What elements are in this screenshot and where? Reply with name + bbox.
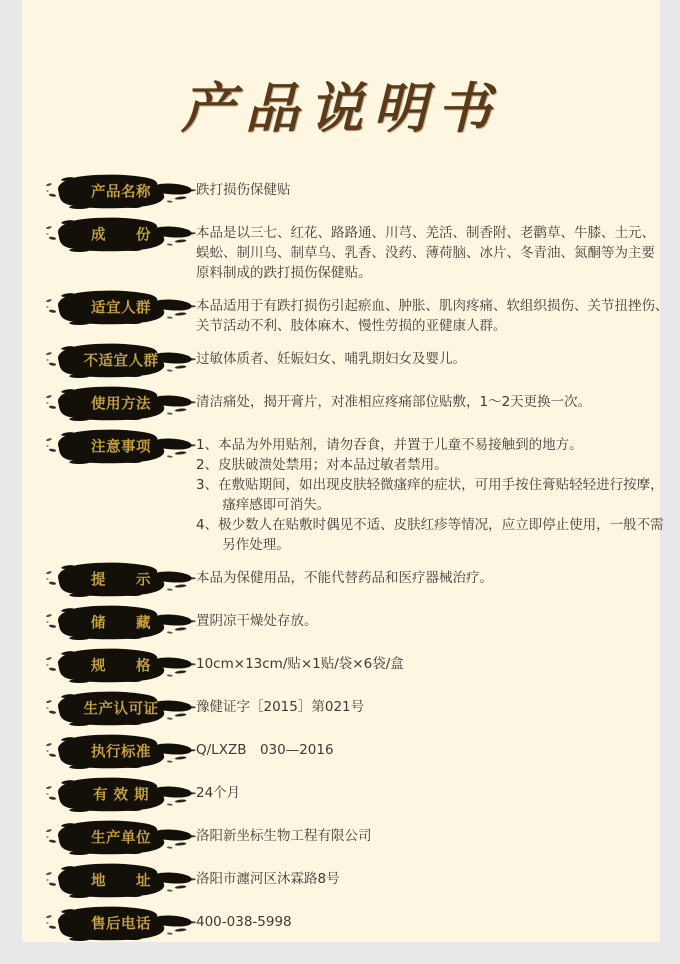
section-label: 适宜人群	[91, 300, 151, 317]
section-content	[196, 689, 364, 717]
sections-container	[60, 172, 669, 947]
section-content	[196, 904, 292, 932]
section-label: 生产认可证	[83, 701, 159, 718]
section-content	[196, 861, 340, 889]
content-line: 24个月	[196, 785, 241, 801]
section-label-brush	[60, 215, 180, 253]
section-content	[196, 646, 404, 674]
section-label-brush	[60, 818, 180, 856]
section-label: 执行标准	[91, 744, 151, 761]
section-content	[196, 560, 493, 588]
section-label-brush	[60, 904, 180, 942]
section-content	[196, 732, 334, 760]
section-label: 不适宜人群	[83, 353, 159, 370]
content-line: 3、在敷贴期间，如出现皮肤轻微瘙痒的症状，可用手按住膏贴轻轻进行按摩，	[196, 477, 664, 493]
section-row	[60, 861, 646, 899]
content-line: 本品为保健用品，不能代替药品和医疗器械治疗。	[196, 570, 493, 586]
section-label-brush	[60, 861, 180, 899]
content-line: 1、本品为外用贴剂，请勿吞食，并置于儿童不易接触到的地方。	[196, 437, 583, 453]
section-label: 地 址	[91, 873, 151, 890]
section-row	[60, 341, 646, 379]
section-row	[60, 818, 646, 856]
section-label: 产品名称	[91, 184, 151, 201]
section-content	[196, 341, 466, 369]
content-line: 本品是以三七、红花、路路通、川芎、羌活、制香附、老鹳草、牛膝、土元、	[196, 225, 655, 241]
content-line: 清洁痛处，揭开膏片，对准相应疼痛部位贴敷，1～2天更换一次。	[196, 394, 592, 410]
section-label-brush	[60, 732, 180, 770]
section-label-brush	[60, 646, 180, 684]
content-line: 洛阳市瀍河区沐霖路8号	[196, 871, 340, 887]
section-label-brush	[60, 689, 180, 727]
section-row	[60, 215, 655, 283]
section-row	[60, 732, 646, 770]
section-label: 有 效 期	[92, 787, 150, 804]
section-label: 提 示	[91, 572, 151, 589]
section-row	[60, 775, 646, 813]
content-line: 本品适用于有跌打损伤引起瘀血、肿胀、肌肉疼痛、软组织损伤、关节扭挫伤、	[196, 298, 669, 314]
product-manual-sheet	[22, 0, 669, 942]
section-label-brush	[60, 427, 180, 465]
content-line: 过敏体质者、妊娠妇女、哺乳期妇女及婴儿。	[196, 351, 466, 367]
section-label: 生产单位	[91, 830, 151, 847]
section-row	[60, 384, 646, 422]
section-label-brush	[60, 384, 180, 422]
content-line: 豫健证字［2015］第021号	[196, 699, 365, 715]
content-line: 置阴凉干燥处存放。	[196, 613, 318, 629]
section-label: 成 份	[91, 227, 151, 244]
section-content	[196, 427, 664, 555]
section-label-brush	[60, 560, 180, 598]
section-row	[60, 603, 646, 641]
content-line: 瘙痒感即可消失。	[222, 497, 331, 513]
section-row	[60, 427, 664, 555]
content-line: 跌打损伤保健贴	[196, 182, 291, 198]
section-label-brush	[60, 603, 180, 641]
section-content	[196, 818, 372, 846]
content-line: 400-038-5998	[196, 914, 292, 930]
section-label: 使用方法	[91, 396, 151, 413]
page-title: 产品说明书	[181, 76, 501, 140]
section-row	[60, 904, 646, 942]
section-label: 规 格	[91, 658, 151, 675]
section-row	[60, 689, 646, 727]
section-label-brush	[60, 775, 180, 813]
section-row	[60, 172, 646, 210]
section-content	[196, 288, 669, 336]
section-content	[196, 215, 655, 283]
section-label-brush	[60, 341, 180, 379]
content-line: 2、皮肤破溃处禁用；对本品过敏者禁用。	[196, 457, 448, 473]
section-label: 注意事项	[91, 439, 151, 456]
content-line: 蜈蚣、制川乌、制草乌、乳香、没药、薄荷脑、冰片、冬青油、氮酮等为主要	[196, 245, 655, 261]
section-content	[196, 775, 240, 803]
content-line: 10cm×13cm/贴×1贴/袋×6袋/盒	[196, 656, 404, 672]
section-content	[196, 384, 591, 412]
section-content	[196, 603, 318, 631]
section-label-brush	[60, 172, 180, 210]
section-label: 售后电话	[91, 916, 151, 933]
section-row	[60, 646, 646, 684]
content-line: 洛阳新坐标生物工程有限公司	[196, 828, 372, 844]
content-line: Q/LXZB 030—2016	[196, 742, 334, 758]
section-content	[196, 172, 291, 200]
content-line: 4、极少数人在贴敷时偶见不适、皮肤红疹等情况，应立即停止使用，一般不需	[196, 517, 664, 533]
section-row	[60, 560, 646, 598]
content-line: 关节活动不利、肢体麻木、慢性劳损的亚健康人群。	[196, 318, 507, 334]
section-row	[60, 288, 669, 336]
content-line: 另作处理。	[222, 537, 290, 553]
content-line: 原料制成的跌打损伤保健贴。	[196, 265, 372, 281]
section-label: 储 藏	[91, 615, 151, 632]
section-label-brush	[60, 288, 180, 326]
